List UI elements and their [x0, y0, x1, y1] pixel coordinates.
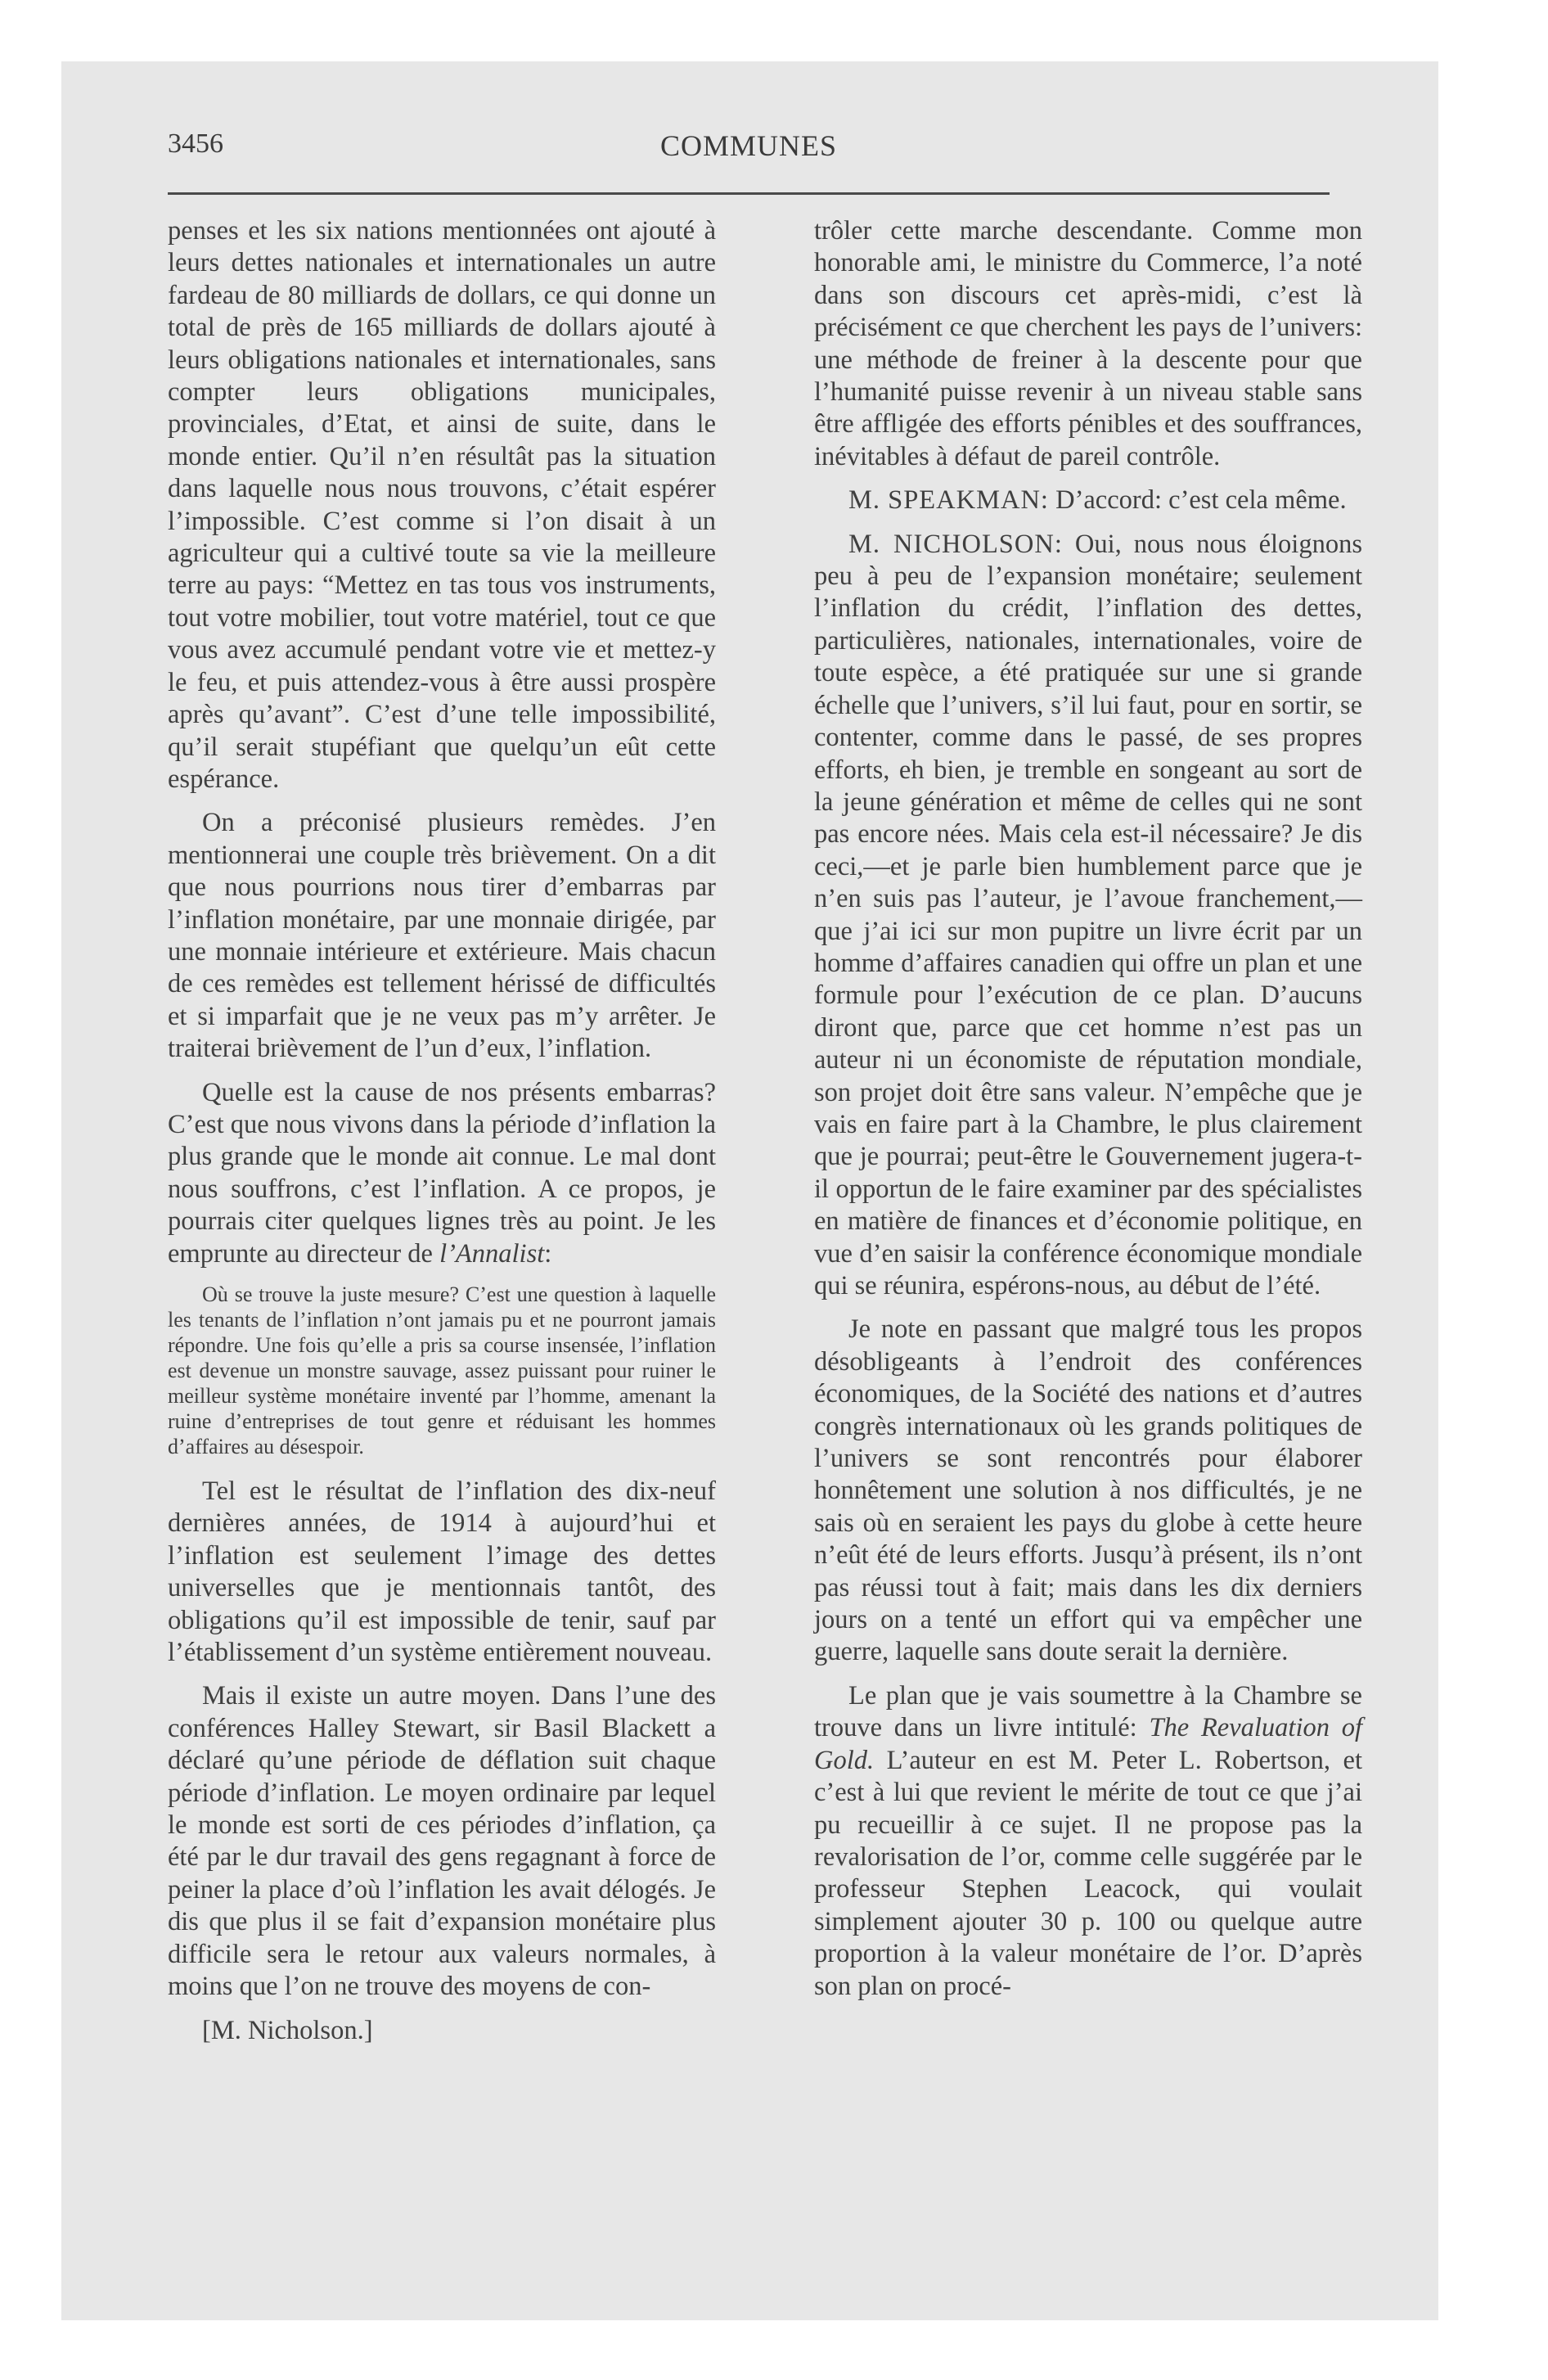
left-column [168, 215, 716, 2047]
paragraph: Tel est le résultat de l’inflation des dix-neuf dernières années, de 1914 à aujourd’hui et l’inflation est seulement l’image des dettes universelles que je mentionnais tantôt, des obligations qu’il est impossible de tenir, sauf par l’établissement d’un système entièrement nouveau. [168, 1476, 716, 1668]
scanned-page [61, 61, 1438, 2320]
paragraph: On a préconisé plusieurs remèdes. J’en mentionnerai une couple très brièvement. On a dit que nous pourrions nous tirer d’embarras par l’inflation monétaire, par une monnaie dirigée, par une monnaie intérieure et extérieure. Mais chacun de ces remèdes est tellement hérissé de difficultés et si imparfait que je ne veux pas m’y arrêter. Je traiterai brièvement de l’un d’eux, l’inflation. [168, 808, 716, 1064]
page-header [168, 128, 1330, 169]
block-quote [168, 1282, 716, 1459]
publication-title: l’Annalist [439, 1238, 545, 1269]
paragraph: Mais il existe un autre moyen. Dans l’une des conférences Halley Stewart, sir Basil Blackett a déclaré qu’une période de déflation suit chaque période d’inflation. Le moyen ordinaire par lequel le monde est sorti de ces périodes d’inflation, ça été par le dur travail des gens regagnant à force de peiner la place d’où l’inflation les avait délogés. Je dis que plus il se fait d’expansion monétaire plus difficile sera le retour aux valeurs normales, à moins que l’on ne trouve des moyens de con- [168, 1681, 716, 2002]
paragraph: Je note en passant que malgré tous les propos désobligeants à l’endroit des conférences économiques, de la Société des nations et d’autres congrès internationaux où les grands politiques de l’univers se sont rencontrés pour élaborer honnêtement une solution à nos difficultés, je ne sais où en seraient les pays du globe à cette heure n’eût été de leurs efforts. Jusqu’à présent, ils n’ont pas réussi tout à fait; mais dans les dix derniers jours on a tenté un effort qui va empêcher une guerre, laquelle sans doute serait la dernière. [814, 1314, 1362, 1667]
paragraph-text: L’auteur en est M. Peter L. Robertson, et c’est à lui que revient le mérite de tout ce que j’ai pu recueillir à ce sujet. Il ne propose pas la revalorisation de l’or, comme celle suggérée par le professeur Stephen Leacock, qui voulait simplement ajouter 30 p. 100 ou quelque autre proportion à la valeur monétaire de l’or. D’après son plan on procé- [814, 1745, 1362, 2001]
quote-text: Où se trouve la juste mesure? C’est une question à laquelle les tenants de l’inflation n’ont jamais pu et ne pourront jamais répondre. Une fois qu’elle a pris sa course insensée, l’inflation est devenue un monstre sauvage, assez puissant pour ruiner le meilleur système monétaire inventé par l’homme, amenant la ruine d’entreprises de tout genre et réduisant les hommes d’affaires au désespoir. [168, 1282, 716, 1458]
speaker-name: M. SPEAKMAN: [848, 485, 1049, 516]
paragraph: penses et les six nations mentionnées ont ajouté à leurs dettes nationales et internationales un autre fardeau de 80 milliards de dollars, ce qui donne un total de près de 165 milliards de dollars ajouté à leurs obligations nationales et internationales, sans compter leurs obligations municipales, provinciales, d’Etat, et ainsi de suite, dans le monde entier. Qu’il n’en résultât pas la situation dans laquelle nous nous trouvons, c’était espérer l’impossible. C’est comme si l’on disait à un agriculteur qui a cultivé toute sa vie la meilleure terre au pays: “Mettez en tas tous vos instruments, tout votre mobilier, tout votre matériel, tout ce que vous avez accumulé pendant votre vie et mettez-y le feu, et puis attendez-vous à être aussi prospère après qu’avant”. C’est d’une telle impossibilité, qu’il serait stupéfiant que quelqu’un eût cette espérance. [168, 216, 716, 794]
paragraph-text: D’accord: c’est cela même. [1048, 485, 1347, 516]
page-number: 3456 [168, 128, 223, 159]
paragraph [814, 1680, 1362, 2003]
header-rule [168, 192, 1330, 195]
speaker-name: M. NICHOLSON: [848, 529, 1063, 559]
paragraph-text: Le plan que je vais soumettre à la Chambre se trouve dans un livre intitulé: [814, 1680, 1362, 1743]
paragraph: trôler cette marche descendante. Comme mon honorable ami, le ministre du Commerce, l’a noté dans son discours cet après-midi, c’est là précisément ce que cherchent les pays de l’univers: une méthode de freiner à la descente pour que l’humanité puisse revenir à un niveau stable sans être affligée des efforts pénibles et des souffrances, inévitables à défaut de pareil contrôle. [814, 216, 1362, 471]
paragraph-text: Quelle est la cause de nos présents embarras? C’est que nous vivons dans la période d’inflation la plus grande que le monde ait connue. Le mal dont nous souffrons, c’est l’inflation. A ce propos, je pourrais citer quelques lignes très au point. Je les emprunte au directeur de [168, 1077, 716, 1269]
paragraph [814, 529, 1362, 1303]
paragraph-text: Oui, nous nous éloignons peu à peu de l’expansion monétaire; seulement l’inflation du crédit, l’inflation des dettes, particulières, nationales, internationales, voire de toute espèce, a été pratiquée sur une si grande échelle que l’univers, s’il lui faut, pour en sortir, se contenter, comme dans le passé, de ses propres efforts, eh bien, je tremble en songeant au sort de la jeune génération et même de celles qui ne sont pas encore nées. Mais cela est-il nécessaire? Je dis ceci,—et je parle bien humblement parce que je n’en suis pas l’auteur, je l’avoue franchement,—que j’ai ici sur mon pupitre un livre écrit par un homme d’affaires canadien qui offre un plan et une formule pour l’exécution de ce plan. D’aucuns diront que, parce que cet homme n’est pas un auteur ni un économiste de réputation mondiale, son projet doit être sans valeur. N’empêche que je vais en faire part à la Chambre, le plus clairement que je pourrai; peut-être le Gouvernement jugera-t-il opportun de le faire examiner par des spécialistes en matière de finances et d’économie politique, en vue d’en saisir la conférence économique mondiale qui se réunira, espérons-nous, au début de l’été. [814, 529, 1362, 1300]
book-title: The Revaluation of Gold. [814, 1713, 1362, 1775]
speaker-attribution: [M. Nicholson.] [202, 2015, 373, 2045]
right-column [814, 215, 1362, 2014]
paragraph [168, 1077, 716, 1270]
running-head: COMMUNES [659, 129, 838, 162]
paragraph-text: : [544, 1238, 552, 1269]
paragraph [814, 485, 1362, 516]
